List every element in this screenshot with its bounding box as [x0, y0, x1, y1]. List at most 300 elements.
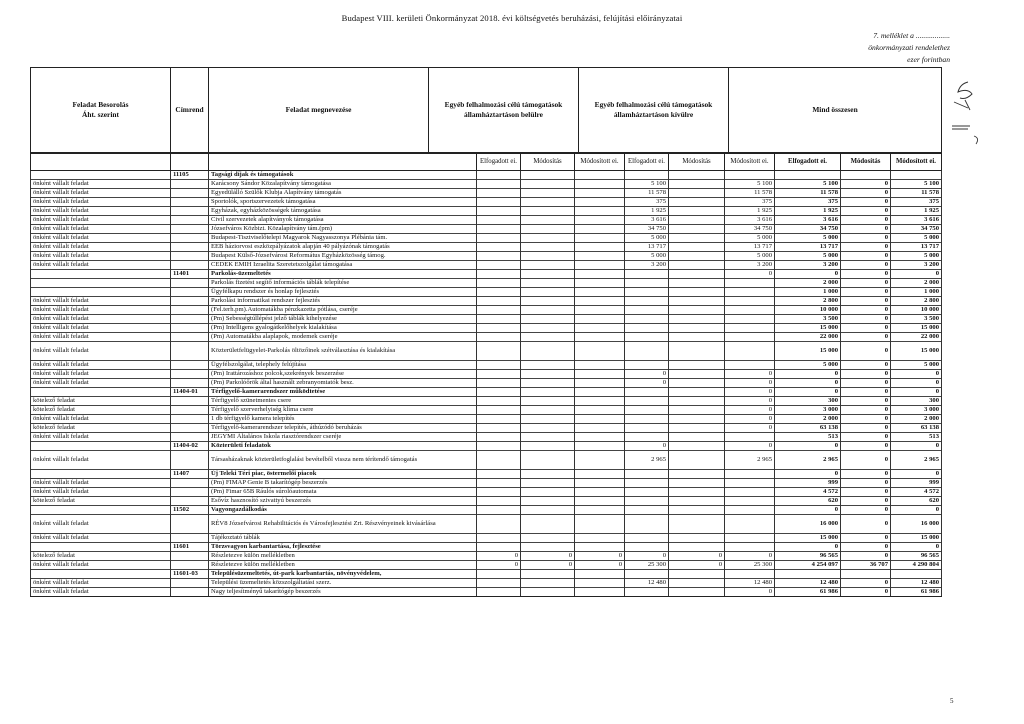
value-cell: 0	[841, 588, 891, 597]
value-cell: 12 480	[891, 579, 942, 588]
value-cell	[669, 515, 725, 534]
annex-block	[868, 30, 950, 66]
task-name-cell: (Pm) Sebességtúllépést jelző táblák kihelyezése	[209, 315, 477, 324]
table-row	[31, 306, 942, 315]
value-cell: 0	[891, 379, 942, 388]
table-row	[31, 225, 942, 234]
value-cell: 0	[725, 388, 775, 397]
value-cell: 15 000	[891, 324, 942, 333]
value-cell	[477, 534, 521, 543]
value-cell: 0	[841, 479, 891, 488]
value-cell	[669, 216, 725, 225]
value-cell: 3 000	[775, 406, 841, 415]
task-type-cell	[31, 506, 171, 515]
total-header: Mind összesen	[729, 68, 942, 153]
value-cell	[575, 234, 625, 243]
value-cell	[575, 397, 625, 406]
value-cell: 0	[891, 370, 942, 379]
value-cell: 3 616	[775, 216, 841, 225]
value-cell	[521, 497, 575, 506]
value-cell: 0	[891, 543, 942, 552]
value-cell: 0	[841, 324, 891, 333]
value-cell: 3 200	[725, 261, 775, 270]
grants-inside-header: Egyéb felhalmozási célú támogatások államháztartáson belülre	[429, 68, 579, 153]
value-cell	[669, 442, 725, 451]
value-cell	[575, 207, 625, 216]
value-cell: 4 572	[891, 488, 942, 497]
value-cell	[477, 279, 521, 288]
task-name-cell: Tagsági díjak és támogatások	[209, 171, 477, 180]
table-row	[31, 261, 942, 270]
task-name-cell: Ügyfélszolgálat, telephely felújítása	[209, 361, 477, 370]
value-cell	[625, 515, 669, 534]
cimrend-cell	[171, 225, 209, 234]
table-row	[31, 279, 942, 288]
value-cell	[891, 570, 942, 579]
value-cell	[725, 506, 775, 515]
task-type-cell: önként vállalt feladat	[31, 261, 171, 270]
value-cell: 13 717	[891, 243, 942, 252]
value-cell	[575, 180, 625, 189]
cimrend-cell	[171, 324, 209, 333]
task-name-cell: Nagy teljesítményű takarítógép beszerzés	[209, 588, 477, 597]
value-cell: 3 500	[775, 315, 841, 324]
value-cell: 3 200	[775, 261, 841, 270]
value-cell	[841, 570, 891, 579]
table-row	[31, 207, 942, 216]
value-cell: 11 578	[725, 189, 775, 198]
value-cell	[575, 506, 625, 515]
cimrend-cell	[171, 561, 209, 570]
value-cell: 0	[669, 552, 725, 561]
value-cell	[625, 543, 669, 552]
table-row	[31, 479, 942, 488]
value-cell	[669, 370, 725, 379]
value-cell: 12 480	[625, 579, 669, 588]
value-cell: 0	[841, 470, 891, 479]
value-cell: 0	[841, 270, 891, 279]
column-group-header	[30, 67, 942, 153]
value-cell	[477, 388, 521, 397]
value-cell	[625, 488, 669, 497]
table-row	[31, 333, 942, 342]
table-row	[31, 397, 942, 406]
task-name-cell: Településüzemeltetés, út-park karbantartás, növényvédelem,	[209, 570, 477, 579]
value-cell	[669, 279, 725, 288]
value-cell: 300	[775, 397, 841, 406]
value-cell	[521, 534, 575, 543]
task-name-cell: Esővíz hasznosító szivattyú beszerzés	[209, 497, 477, 506]
value-cell	[521, 506, 575, 515]
value-cell: 0	[725, 270, 775, 279]
value-cell: 5 100	[725, 180, 775, 189]
value-cell: 0	[891, 506, 942, 515]
blank-cell	[171, 154, 209, 171]
value-cell: 5 000	[725, 252, 775, 261]
value-cell	[575, 324, 625, 333]
value-cell	[477, 497, 521, 506]
value-cell	[669, 180, 725, 189]
value-cell	[669, 252, 725, 261]
value-cell: 0	[725, 552, 775, 561]
task-type-cell: önként vállalt feladat	[31, 189, 171, 198]
value-cell	[725, 470, 775, 479]
table-row	[31, 315, 942, 324]
value-cell	[521, 216, 575, 225]
value-cell	[521, 370, 575, 379]
value-cell: 2 965	[775, 451, 841, 470]
task-name-cell: Budapest-Tisztviselőtelepi Magyarok Nagyasszonya Plébánia tám.	[209, 234, 477, 243]
task-type-cell: kötelező feladat	[31, 552, 171, 561]
value-cell: 0	[841, 497, 891, 506]
value-cell	[521, 324, 575, 333]
grants-outside-header: Egyéb felhalmozási célú támogatások államháztartáson kívülre	[579, 68, 729, 153]
value-cell: 0	[625, 552, 669, 561]
value-cell	[669, 333, 725, 342]
task-name-cell: (Pm) Intelligens gyalogátkelőhelyek kialakítása	[209, 324, 477, 333]
cimrend-cell	[171, 306, 209, 315]
col-modositas-2: Módosítás	[669, 154, 725, 171]
blank-cell	[209, 154, 477, 171]
cimrend-cell	[171, 588, 209, 597]
value-cell	[521, 270, 575, 279]
task-name-cell: Parkolás fizetést segítő információs táblák telepítése	[209, 279, 477, 288]
value-cell: 61 986	[775, 588, 841, 597]
value-cell: 0	[841, 361, 891, 370]
value-cell	[669, 497, 725, 506]
task-type-cell	[31, 171, 171, 180]
task-name-cell: (Pm) Parkolóőrök által használt zebranyomtatók besz.	[209, 379, 477, 388]
value-cell	[521, 279, 575, 288]
task-name-cell: Társasházaknak közterületfoglalási bevételből vissza nem térítendő támogatás	[209, 451, 477, 470]
value-cell	[521, 315, 575, 324]
cimrend-cell	[171, 216, 209, 225]
value-cell	[477, 451, 521, 470]
value-cell: 2 965	[891, 451, 942, 470]
value-cell: 375	[625, 198, 669, 207]
value-cell	[521, 379, 575, 388]
task-name-cell: Közterületi feladatok	[209, 442, 477, 451]
cimrend-cell	[171, 234, 209, 243]
value-cell: 15 000	[775, 342, 841, 361]
value-cell	[575, 225, 625, 234]
value-cell: 0	[725, 397, 775, 406]
value-cell	[725, 171, 775, 180]
value-cell	[575, 488, 625, 497]
value-cell	[725, 479, 775, 488]
value-cell: 0	[841, 534, 891, 543]
cimrend-cell	[171, 515, 209, 534]
value-cell	[625, 588, 669, 597]
value-cell	[521, 588, 575, 597]
table-row	[31, 424, 942, 433]
value-cell: 4 254 097	[775, 561, 841, 570]
table-row	[31, 588, 942, 597]
value-cell	[521, 252, 575, 261]
value-cell	[521, 488, 575, 497]
value-cell: 34 750	[891, 225, 942, 234]
value-cell	[521, 415, 575, 424]
value-cell: 25 300	[725, 561, 775, 570]
value-cell	[521, 470, 575, 479]
value-cell	[575, 306, 625, 315]
value-cell	[625, 415, 669, 424]
value-cell	[477, 506, 521, 515]
value-cell: 0	[725, 379, 775, 388]
value-cell: 61 986	[891, 588, 942, 597]
value-cell	[625, 361, 669, 370]
value-cell	[477, 306, 521, 315]
task-type-cell: önként vállalt feladat	[31, 297, 171, 306]
value-cell	[669, 379, 725, 388]
value-cell	[521, 207, 575, 216]
value-cell	[669, 243, 725, 252]
value-cell	[625, 406, 669, 415]
value-cell	[575, 279, 625, 288]
value-cell: 0	[841, 189, 891, 198]
col-modositott-1: Módosított ei.	[575, 154, 625, 171]
value-cell: 0	[725, 406, 775, 415]
value-cell	[669, 397, 725, 406]
value-cell	[477, 207, 521, 216]
value-cell	[575, 451, 625, 470]
value-cell: 4 290 804	[891, 561, 942, 570]
value-cell: 375	[775, 198, 841, 207]
task-name-cell: Vagyongazdálkodás	[209, 506, 477, 515]
value-cell	[575, 288, 625, 297]
value-cell: 0	[725, 442, 775, 451]
cimrend-cell	[171, 207, 209, 216]
value-cell	[477, 288, 521, 297]
task-name-cell: (Fel.terh.pm).Automatákba pénzkazetta pótlása, cseréje	[209, 306, 477, 315]
value-cell	[625, 171, 669, 180]
value-cell	[669, 406, 725, 415]
table-row	[31, 561, 942, 570]
value-cell	[669, 506, 725, 515]
value-cell	[477, 433, 521, 442]
value-cell	[669, 479, 725, 488]
value-cell: 0	[725, 415, 775, 424]
value-cell: 15 000	[775, 534, 841, 543]
value-cell: 0	[841, 506, 891, 515]
cimrend-cell: 11404-02	[171, 442, 209, 451]
value-cell	[669, 198, 725, 207]
value-cell: 0	[725, 424, 775, 433]
value-cell: 0	[477, 552, 521, 561]
value-cell	[669, 579, 725, 588]
table-row	[31, 288, 942, 297]
value-cell	[575, 171, 625, 180]
decree-reference: önkormányzati rendelethez	[868, 43, 950, 52]
value-cell: 4 572	[775, 488, 841, 497]
value-cell	[477, 189, 521, 198]
value-cell: 5 000	[891, 361, 942, 370]
task-name-cell: Egyházak, egyházközösségek támogatása	[209, 207, 477, 216]
task-name-cell: Közterületfelügyelet-Parkolás öltözőinek szétválasztása és kialakítása	[209, 342, 477, 361]
value-cell: 1 000	[775, 288, 841, 297]
value-cell	[625, 570, 669, 579]
value-cell	[775, 171, 841, 180]
task-name-cell: (Pm) Automatákba alaplapok, modemek cseréje	[209, 333, 477, 342]
cimrend-cell	[171, 415, 209, 424]
value-cell	[477, 216, 521, 225]
value-cell	[725, 324, 775, 333]
table-row	[31, 497, 942, 506]
annex-number: 7. melléklet a ..................	[873, 31, 950, 40]
task-type-cell	[31, 543, 171, 552]
table-row	[31, 370, 942, 379]
task-type-cell: önként vállalt feladat	[31, 379, 171, 388]
value-cell	[521, 198, 575, 207]
value-cell: 63 138	[775, 424, 841, 433]
value-cell: 2 000	[891, 415, 942, 424]
table-row	[31, 579, 942, 588]
value-cell: 0	[775, 379, 841, 388]
task-type-cell	[31, 288, 171, 297]
cimrend-cell	[171, 379, 209, 388]
cimrend-cell: 11105	[171, 171, 209, 180]
value-cell: 0	[841, 424, 891, 433]
table-row	[31, 415, 942, 424]
value-cell: 0	[841, 579, 891, 588]
value-cell: 0	[841, 379, 891, 388]
value-cell	[669, 361, 725, 370]
cimrend-cell: 11407	[171, 470, 209, 479]
value-cell	[575, 388, 625, 397]
value-cell	[521, 579, 575, 588]
value-cell	[521, 406, 575, 415]
value-cell	[669, 306, 725, 315]
value-cell: 620	[775, 497, 841, 506]
table-row	[31, 488, 942, 497]
value-cell	[575, 252, 625, 261]
section-row	[31, 470, 942, 479]
value-cell	[477, 324, 521, 333]
task-type-cell: önként vállalt feladat	[31, 370, 171, 379]
value-cell	[575, 198, 625, 207]
value-cell: 1 000	[891, 288, 942, 297]
task-classification-header: Feladat Besorolás Áht. szerint	[31, 68, 171, 153]
value-cell	[625, 270, 669, 279]
cimrend-cell	[171, 342, 209, 361]
section-row	[31, 570, 942, 579]
value-cell	[669, 470, 725, 479]
cimrend-cell	[171, 361, 209, 370]
value-cell: 3 616	[891, 216, 942, 225]
col-modositott-2: Módosított ei.	[725, 154, 775, 171]
value-cell	[625, 433, 669, 442]
task-type-cell	[31, 388, 171, 397]
value-cell	[477, 488, 521, 497]
cimrend-cell	[171, 288, 209, 297]
value-cell	[521, 515, 575, 534]
value-cell	[725, 306, 775, 315]
value-cell	[477, 570, 521, 579]
cimrend-cell	[171, 479, 209, 488]
value-cell	[575, 470, 625, 479]
value-cell	[477, 171, 521, 180]
value-cell	[521, 424, 575, 433]
task-type-cell: önként vállalt feladat	[31, 252, 171, 261]
value-cell: 0	[841, 397, 891, 406]
value-cell: 34 750	[725, 225, 775, 234]
value-cell: 300	[891, 397, 942, 406]
value-cell	[575, 189, 625, 198]
value-cell: 34 750	[775, 225, 841, 234]
value-cell	[477, 270, 521, 279]
value-cell	[521, 442, 575, 451]
table-row	[31, 216, 942, 225]
value-cell	[575, 479, 625, 488]
value-cell	[725, 515, 775, 534]
section-row	[31, 543, 942, 552]
table-row	[31, 361, 942, 370]
value-cell: 0	[477, 561, 521, 570]
value-cell	[725, 534, 775, 543]
value-cell: 13 717	[625, 243, 669, 252]
value-cell: 0	[841, 306, 891, 315]
value-cell	[575, 297, 625, 306]
value-cell	[521, 171, 575, 180]
table-row	[31, 379, 942, 388]
value-cell	[477, 379, 521, 388]
value-cell: 15 000	[891, 534, 942, 543]
task-type-cell: önként vállalt feladat	[31, 415, 171, 424]
table-row	[31, 451, 942, 470]
subcolumn-header-row	[31, 154, 942, 171]
value-cell: 3 616	[725, 216, 775, 225]
value-cell	[625, 342, 669, 361]
value-cell: 11 578	[775, 189, 841, 198]
value-cell	[521, 397, 575, 406]
cimrend-cell	[171, 261, 209, 270]
value-cell: 5 100	[891, 180, 942, 189]
task-type-cell	[31, 270, 171, 279]
task-type-cell: önként vállalt feladat	[31, 225, 171, 234]
task-name-header: Feladat megnevezése	[209, 68, 429, 153]
value-cell	[575, 333, 625, 342]
value-cell: 16 000	[775, 515, 841, 534]
value-cell: 620	[891, 497, 942, 506]
col-elfogadott-1: Elfogadott ei.	[477, 154, 521, 171]
task-type-cell: kötelező feladat	[31, 424, 171, 433]
task-type-cell: önként vállalt feladat	[31, 342, 171, 361]
value-cell	[669, 189, 725, 198]
value-cell	[725, 297, 775, 306]
value-cell: 0	[841, 315, 891, 324]
value-cell	[625, 424, 669, 433]
value-cell	[575, 216, 625, 225]
value-cell	[575, 579, 625, 588]
value-cell: 999	[891, 479, 942, 488]
value-cell: 999	[775, 479, 841, 488]
task-name-cell: Sportolók, sportszervezetek támogatása	[209, 198, 477, 207]
section-row	[31, 506, 942, 515]
value-cell: 12 480	[725, 579, 775, 588]
value-cell: 0	[841, 288, 891, 297]
cimrend-cell: 11601-03	[171, 570, 209, 579]
value-cell: 10 000	[775, 306, 841, 315]
value-cell	[669, 415, 725, 424]
value-cell: 5 000	[891, 234, 942, 243]
value-cell	[477, 442, 521, 451]
value-cell: 0	[775, 388, 841, 397]
col-modositott-3: Módosított ei.	[891, 154, 942, 171]
value-cell	[521, 451, 575, 470]
task-name-cell: Parkolási informatikai rendszer fejlesztés	[209, 297, 477, 306]
value-cell	[625, 470, 669, 479]
value-cell: 513	[891, 433, 942, 442]
